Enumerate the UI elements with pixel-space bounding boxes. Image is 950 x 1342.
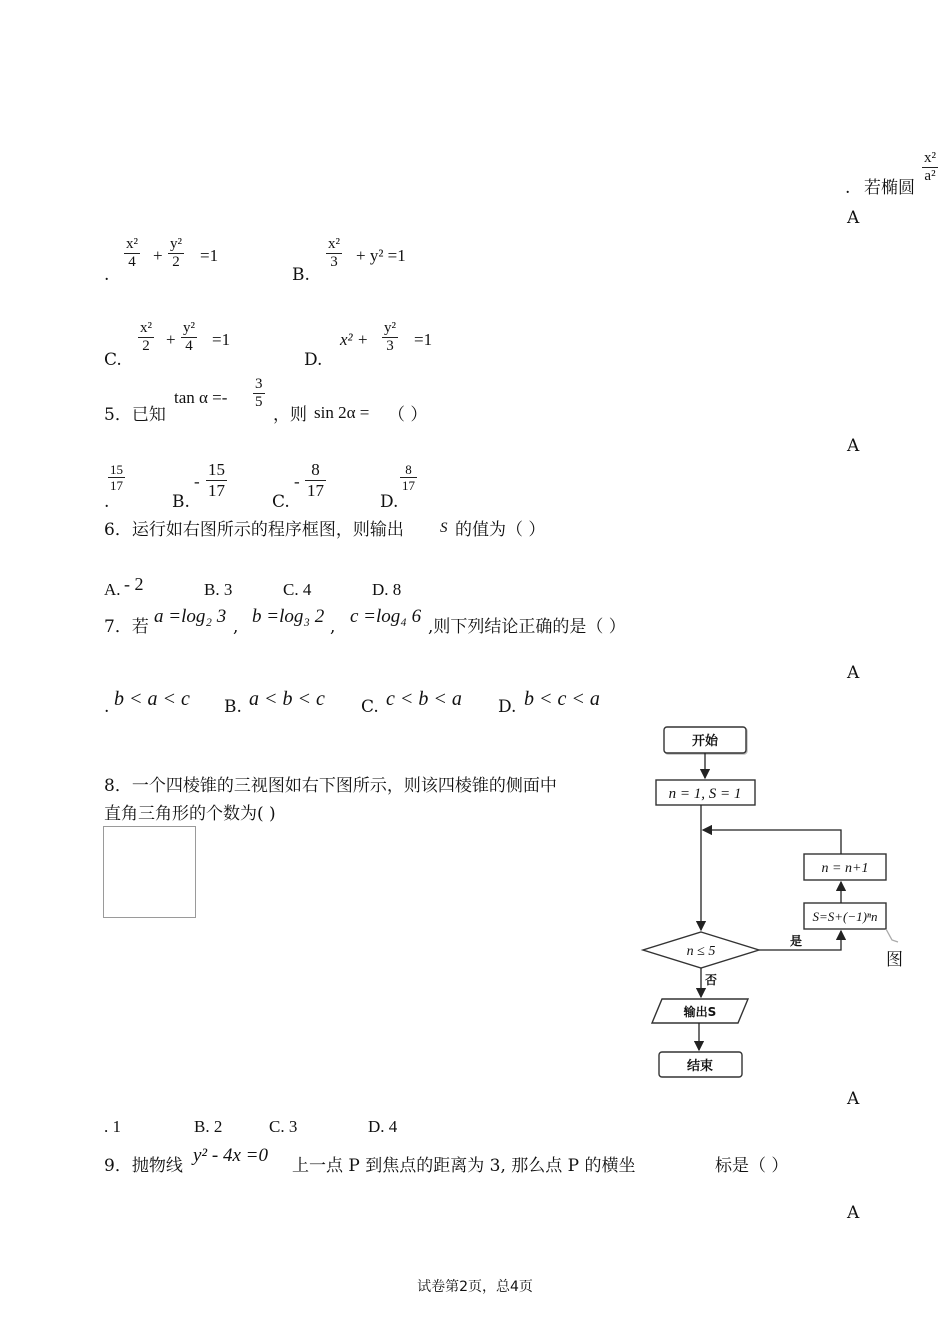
q5-option-c-frac: $\frac{8}{17}$: [307, 460, 324, 500]
q5-sin-expr: sin 2α =: [314, 403, 370, 422]
q7-option-a: b < a < c: [114, 688, 190, 710]
q7-option-c: c < b < a: [386, 688, 462, 710]
q7-option-a-label: .: [104, 697, 110, 717]
q4-option-d-eq: =1: [414, 330, 433, 349]
q8-option-b: B. 2: [194, 1117, 223, 1136]
q4-option-b-frac1: $\frac{\text{x²}}{3}$: [328, 236, 340, 270]
q4-stem-prefix: .: [845, 178, 851, 198]
q4-stem-text: 若椭圆: [864, 178, 915, 198]
q7-stem-b: ,则下列结论正确的是（ ）: [428, 617, 626, 637]
q7-expr-a: a =log₂ 3: [154, 606, 227, 627]
q7-answer-mark: A: [847, 663, 860, 683]
q7-option-b-label: B.: [224, 697, 242, 717]
q8-option-d: D. 4: [368, 1117, 398, 1136]
q4-option-a-frac1: $\frac{\text{x²}}{4}$: [126, 236, 138, 270]
q4-option-c-label: C.: [104, 350, 122, 370]
three-view-figure-placeholder: [103, 826, 196, 918]
q4-option-b-rest: + y² =1: [356, 246, 406, 265]
q9-stem-a: 9．抛物线: [104, 1156, 183, 1176]
q4-option-a-label: .: [104, 265, 110, 285]
q4-option-c-plus: +: [166, 330, 176, 349]
q5-option-a-frac: $\frac{15}{17}$: [110, 462, 123, 493]
q6-option-d: D. 8: [372, 580, 402, 599]
flow-update-n-label: n = n+1: [821, 861, 869, 876]
q8-stem-line-1: 8．一个四棱锥的三视图如右下图所示，则该四棱锥的侧面中: [104, 776, 557, 796]
q4-option-c-frac1: $\frac{\text{x²}}{2}$: [140, 320, 152, 354]
q4-option-c-eq: =1: [212, 330, 231, 349]
q6-var: S: [440, 520, 448, 536]
q9-expr: y² - 4x =0: [193, 1145, 268, 1166]
q5-answer-mark: A: [847, 436, 860, 456]
q6-option-a-value: - 2: [124, 574, 144, 594]
program-flowchart: [630, 720, 905, 1085]
page-footer: 试卷第2页，总4页: [417, 1279, 533, 1295]
q5-option-b-frac: $\frac{15}{17}$: [208, 460, 225, 500]
q7-expr-c: c =log₄ 6: [350, 606, 422, 627]
q7-option-c-label: C.: [361, 697, 379, 717]
q7-sep-1: ,: [233, 617, 239, 637]
q4-answer-mark: A: [847, 208, 860, 228]
q8-stem-line-2: 直角三角形的个数为( ): [104, 804, 276, 824]
q5-option-b-sign: -: [194, 472, 200, 491]
q5-option-d-frac: $\frac{8}{17}$: [402, 462, 415, 493]
q9-stem-c: 标是（ ）: [715, 1156, 789, 1176]
q4-option-a-plus: +: [153, 246, 163, 265]
q4-option-b-label: B.: [292, 265, 310, 285]
flow-yes-label: 是: [789, 934, 803, 948]
q4-option-d-frac2: $\frac{\text{y²}}{3}$: [384, 320, 396, 354]
flow-init-label: n = 1, S = 1: [668, 786, 742, 802]
q6-option-b: B. 3: [204, 580, 233, 599]
q9-stem-b: 上一点 P 到焦点的距离为 3, 那么点 P 的横坐: [292, 1156, 636, 1176]
q4-option-a-eq: =1: [200, 246, 219, 265]
q4-stem-fraction: $\frac{\text{x²}}{\text{a²}}$: [924, 150, 936, 184]
q5-option-c-label: C.: [272, 492, 290, 512]
q5-number: 5．已知: [104, 405, 166, 425]
flow-update-s-label: S=S+(−1)ⁿn: [812, 909, 878, 924]
q8-figure-label: 图: [886, 950, 903, 970]
q7-option-d: b < c < a: [524, 688, 600, 710]
q6-stem-b: 的值为（ ）: [455, 520, 546, 540]
q5-option-b-label: B.: [172, 492, 190, 512]
q8-answer-mark: A: [847, 1089, 860, 1109]
q4-option-d-lead: x² +: [340, 330, 369, 349]
q7-sep-2: ,: [330, 617, 336, 637]
q8-option-c: C. 3: [269, 1117, 298, 1136]
q7-stem-a: 7．若: [104, 617, 149, 637]
q4-option-c-frac2: $\frac{\text{y²}}{4}$: [183, 320, 195, 354]
q4-option-a-frac2: $\frac{\text{y²}}{2}$: [170, 236, 182, 270]
q5-option-c-sign: -: [294, 472, 300, 491]
q5-tan-fraction: $\frac{3}{5}$: [255, 376, 263, 410]
q7-option-d-label: D.: [498, 697, 517, 717]
q5-tan-expr: tan α =-: [174, 388, 228, 407]
q8-option-a: . 1: [104, 1117, 121, 1136]
q6-option-a: A.: [104, 580, 121, 599]
q4-option-d-label: D.: [304, 350, 323, 370]
q7-option-b: a < b < c: [249, 688, 325, 710]
q5-option-a-label: .: [104, 492, 110, 512]
flow-condition-label: n ≤ 5: [686, 944, 716, 959]
q6-option-c: C. 4: [283, 580, 312, 599]
flow-output-label: 输出S: [683, 1005, 717, 1019]
flow-no-label: 否: [704, 973, 718, 987]
q5-option-d-label: D.: [380, 492, 399, 512]
flow-end-label: 结束: [686, 1059, 714, 1074]
q7-expr-b: b =log₃ 2: [252, 606, 325, 627]
q6-stem-a: 6．运行如右图所示的程序框图，则输出: [104, 520, 404, 540]
q5-paren: （ ）: [388, 405, 428, 425]
flow-start-label: 开始: [691, 734, 719, 749]
q9-answer-mark: A: [847, 1203, 860, 1223]
q5-tail: ，则: [273, 405, 307, 425]
